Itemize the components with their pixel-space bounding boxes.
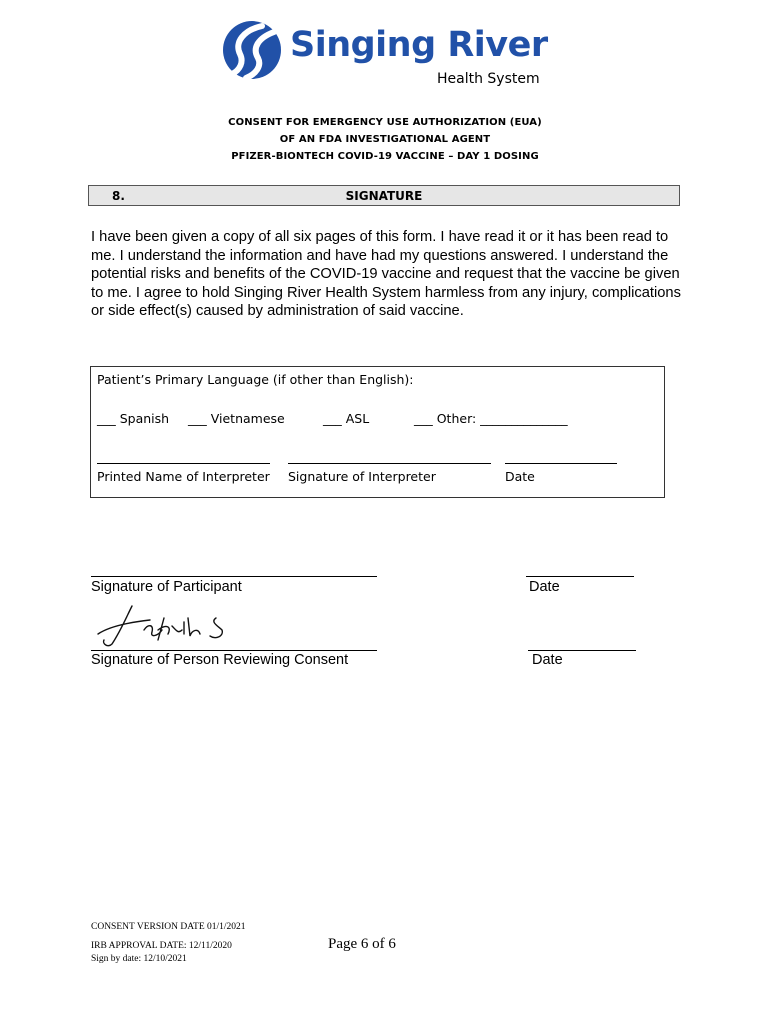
reviewer-signature-line[interactable] — [91, 650, 377, 651]
irb-approval-date: IRB APPROVAL DATE: 12/11/2020 — [91, 941, 232, 951]
consent-title-line-1: CONSENT FOR EMERGENCY USE AUTHORIZATION (EUA) — [228, 117, 542, 128]
consent-statement: I have been given a copy of all six pages of this form. I have read it or it has been read to me. I understand the information and have had my questions answered. I understand the potential risks and benefits of the COVID-19 vaccine and request that the vaccine be given to me. I agree to hold Singing River Health System harmless from any injury, complications or side effect(s) caused by administration of said vaccine. — [91, 229, 681, 320]
section-title: SIGNATURE — [345, 189, 423, 203]
reviewer-handwritten-signature — [92, 600, 237, 650]
section-number: 8. — [112, 189, 125, 203]
consent-version-date: CONSENT VERSION DATE 01/1/2021 — [91, 922, 246, 932]
interpreter-name-line[interactable] — [97, 463, 270, 464]
participant-signature-line[interactable] — [91, 576, 377, 577]
consent-title-line-3: PFIZER-BIONTECH COVID-19 VACCINE – DAY 1 DOSING — [231, 151, 539, 162]
participant-date-line[interactable] — [526, 576, 634, 577]
page-number: Page 6 of 6 — [328, 936, 396, 952]
option-vietnamese[interactable]: ___ Vietnamese — [188, 411, 285, 426]
reviewer-date-line[interactable] — [528, 650, 636, 651]
interpreter-date-line[interactable] — [505, 463, 617, 464]
participant-signature-label: Signature of Participant — [91, 579, 242, 595]
option-spanish[interactable]: ___ Spanish — [97, 411, 170, 426]
reviewer-date-label: Date — [532, 652, 563, 668]
sign-by-date: Sign by date: 12/10/2021 — [91, 954, 187, 964]
interpreter-signature-line[interactable] — [288, 463, 491, 464]
org-subtitle: Health System — [437, 71, 540, 87]
org-name: Singing River — [290, 25, 548, 65]
interpreter-date-label: Date — [505, 469, 535, 484]
option-other[interactable]: ___ Other: ______________ — [414, 411, 568, 426]
interpreter-name-label: Printed Name of Interpreter — [97, 469, 270, 484]
reviewer-signature-label: Signature of Person Reviewing Consent — [91, 652, 349, 668]
interpreter-signature-label: Signature of Interpreter — [288, 469, 436, 484]
singing-river-logo-icon — [222, 20, 282, 80]
participant-date-label: Date — [529, 579, 560, 595]
consent-title-line-2: OF AN FDA INVESTIGATIONAL AGENT — [279, 134, 491, 145]
primary-language-prompt: Patient’s Primary Language (if other than English): — [97, 372, 414, 387]
option-asl[interactable]: ___ ASL — [323, 411, 370, 426]
